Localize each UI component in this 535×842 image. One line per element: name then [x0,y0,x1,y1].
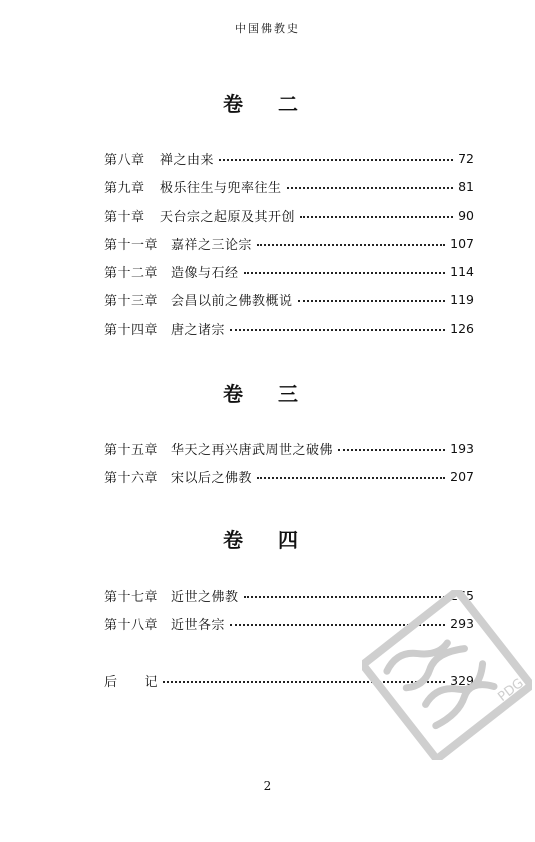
running-header: 中国佛教史 [235,22,300,35]
chapter-number: 第十一章 [104,237,159,253]
chapter-title: 嘉祥之三论宗 [171,237,253,253]
chapter-number: 第十四章 [104,322,159,338]
toc-entry[interactable] [104,234,474,252]
watermark-stamp [362,587,532,760]
chapter-title: 会昌以前之佛教概说 [171,293,293,309]
chapter-number: 第八章 [104,152,145,168]
toc-entry[interactable] [104,290,474,308]
page-number: 293 [450,615,474,631]
page-number: 90 [458,207,474,223]
dot-leader [219,159,453,161]
dot-leader [287,187,454,189]
volume-title: 卷 四 [223,528,312,552]
dot-leader [298,300,446,302]
page-number: 114 [450,263,474,279]
page-number: 107 [450,235,474,251]
chapter-number: 第十章 [104,209,145,225]
chapter-number: 第十七章 [104,589,159,605]
dot-leader [244,272,446,274]
chapter-title: 近世各宗 [171,617,226,633]
chapter-number: 第九章 [104,180,145,196]
afterword-label: 后 记 [104,674,159,690]
chapter-title: 禅之由来 [160,152,215,168]
toc-entry[interactable] [104,439,474,457]
volume-title: 卷 三 [223,382,312,406]
page-footer-number: 2 [263,779,272,793]
chapter-title: 唐之诸宗 [171,322,226,338]
dot-leader [230,329,445,331]
toc-entry[interactable] [104,319,474,337]
toc-entry[interactable] [104,467,474,485]
toc-entry[interactable] [104,177,474,195]
toc-entry[interactable] [104,206,474,224]
chapter-title: 宋以后之佛教 [171,470,253,486]
chapter-title: 极乐往生与兜率往生 [160,180,282,196]
chapter-number: 第十三章 [104,293,159,309]
dot-leader [300,216,453,218]
toc-entry[interactable] [104,149,474,167]
page-number: 126 [450,320,474,336]
toc-entry[interactable] [104,262,474,280]
chapter-title: 近世之佛教 [171,589,239,605]
page-number: 207 [450,468,474,484]
page-number: 119 [450,291,474,307]
page-number: 193 [450,440,474,456]
chapter-number: 第十八章 [104,617,159,633]
volume-title: 卷 二 [223,92,312,116]
watermark-text: PDG [495,675,527,705]
dot-leader [257,244,445,246]
chapter-title: 华天之再兴唐武周世之破佛 [171,442,334,458]
page-number: 81 [458,178,474,194]
dot-leader [257,477,445,479]
page-number: 265 [450,587,474,603]
page-number: 329 [450,672,474,688]
chapter-number: 第十六章 [104,470,159,486]
chapter-title: 造像与石经 [171,265,239,281]
chapter-number: 第十五章 [104,442,159,458]
page-number: 72 [458,150,474,166]
chapter-number: 第十二章 [104,265,159,281]
dot-leader [338,449,445,451]
chapter-title: 天台宗之起原及其开创 [160,209,296,225]
